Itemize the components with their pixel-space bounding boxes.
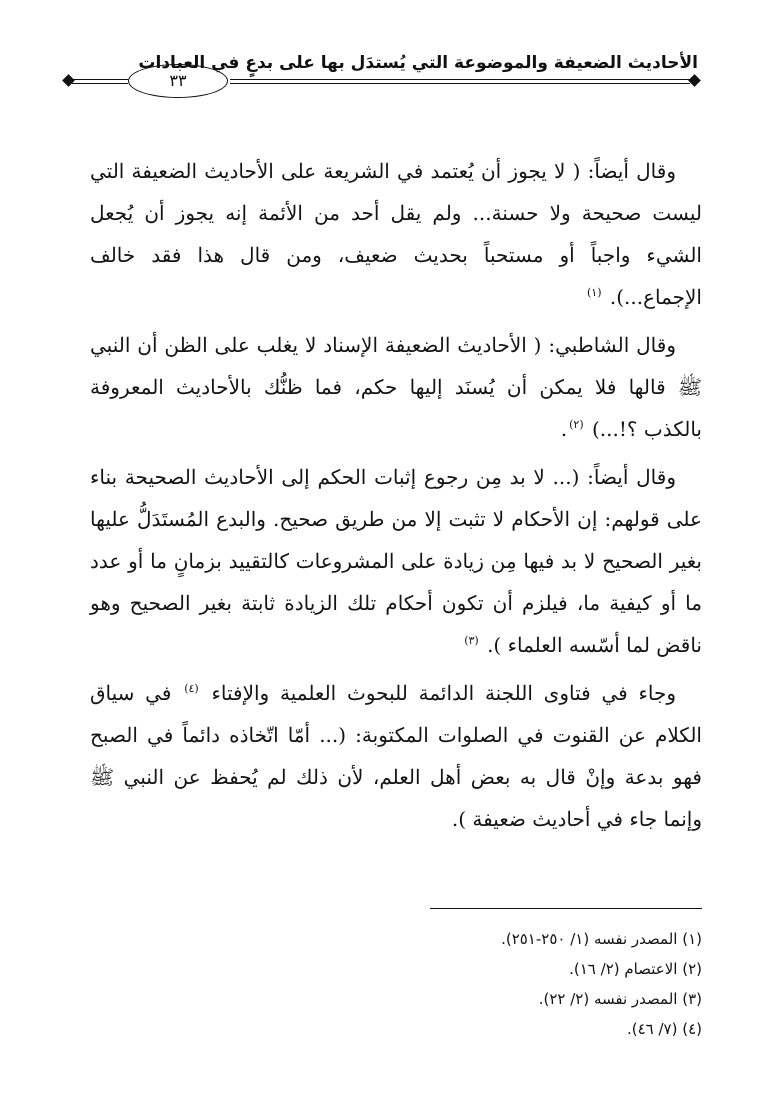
running-title: الأحاديث الضعيفة والموضوعة التي يُستدَل بها على بدعٍ في العبادات — [138, 53, 698, 73]
paragraph-1 — [90, 150, 702, 318]
paragraph-3 — [90, 456, 702, 666]
footnote-4: (٤) (٧/ ٤٦). — [626, 1020, 702, 1038]
paragraph-text: وقال أيضاً: (... لا بد مِن رجوع إثبات الحكم إلى الأحاديث الصحيحة بناء على قولهم: إن الأحكام لا تثبت إلا من طريق صحيح. والبدع المُستَدَلُّ عليها بغير الصحيح لا بد فيها مِن زيادة على المشروعات كالتقييد بزمانٍ ما أو عدد ما أو كيفية ما، فيلزم أن تكون أحكام تلك الزيادة ثابتة بغير الصحيح وهو ناقض لما أسّسه العلماء ). — [90, 465, 702, 657]
footnotes — [302, 924, 702, 1044]
footnote-ref: (٤) — [184, 682, 199, 696]
main-text — [90, 150, 702, 846]
footnote-2: (٢) الاعتصام (٢/ ١٦). — [569, 960, 702, 978]
footnote-ref: (١) — [586, 286, 602, 300]
paragraph-text: وقال الشاطبي: ( الأحاديث الضعيفة الإسناد لا يغلب على الظن أن النبي ﷺ قالها فلا يمكن أن يُسنَد إليها حكم، فما ظنُّك بالأحاديث المعروفة بالكذب ؟!...) — [90, 333, 702, 441]
paragraph-text: وجاء في فتاوى اللجنة الدائمة للبحوث العلمية والإفتاء — [211, 681, 676, 705]
header-rule-right — [230, 79, 690, 84]
paragraph-2: وقال الشاطبي: ( الأحاديث الضعيفة الإسناد لا يغلب على الظن أن النبي ﷺ قالها فلا يمكن أن يُسنَد إليها حكم، فما ظنُّك بالأحاديث المعروفة بالكذب ؟!...) $^{(٢)}$. — [90, 333, 702, 441]
footnote-1: (١) المصدر نفسه (١/ ٢٥٠-٢٥١). — [501, 930, 702, 948]
paragraph-text: في سياق الكلام عن القنوت في الصلوات المكتوبة: (... أمّا اتّخاذه دائماً في الصبح فهو بدعة وإنْ قال به بعض أهل العلم، لأن ذلك لم يُحفظ عن النبي ﷺ وإنما جاء في أحاديث ضعيفة ). — [90, 681, 702, 831]
diamond-ornament-right — [688, 74, 701, 87]
footnote-3: (٣) المصدر نفسه (٢/ ٢٢). — [538, 990, 702, 1008]
header-rule-left — [72, 79, 128, 84]
footnote-ref: (٣) — [464, 634, 479, 648]
footnote-ref: (٢) — [569, 418, 584, 432]
paragraph-4 — [90, 672, 702, 840]
page-number: ٣٣ — [128, 64, 228, 98]
paragraph-text: وقال أيضاً: ( لا يجوز أن يُعتمد في الشريعة على الأحاديث الضعيفة التي ليست صحيحة ولا حسنة... ولم يقل أحد من الأئمة إنه يجوز أن يُجعل الشيء واجباً أو مستحباً بحديث ضعيف، ومن قال هذا فقد خالف الإجماع...). — [90, 159, 702, 309]
page-header — [58, 50, 706, 110]
footnote-separator — [430, 908, 702, 909]
